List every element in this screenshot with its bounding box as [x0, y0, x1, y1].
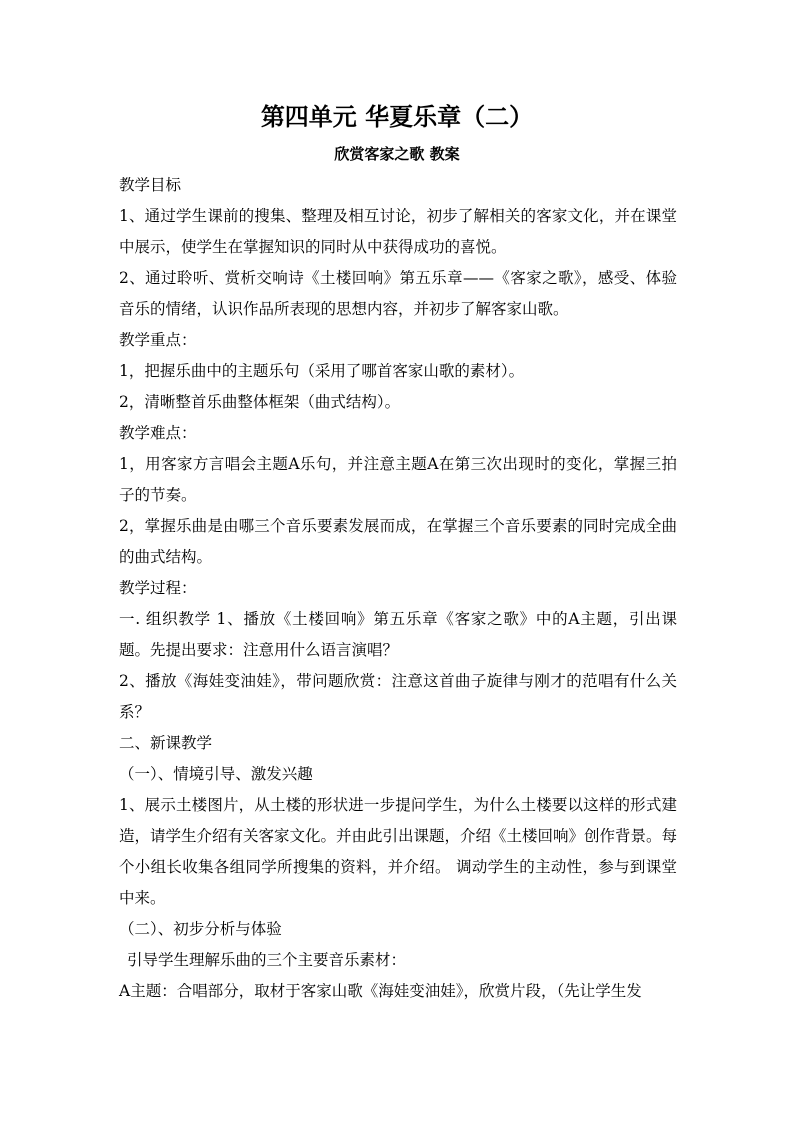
paragraph: 2，掌握乐曲是由哪三个音乐要素发展而成，在掌握三个音乐要素的同时完成全曲的曲式结构。: [119, 517, 677, 566]
paragraph: 1、通过学生课前的搜集、整理及相互讨论，初步了解相关的客家文化，并在课堂中展示，使学生在掌握知识的同时从中获得成功的喜悦。: [119, 207, 677, 256]
section-heading-key-points: 教学重点：: [119, 331, 197, 349]
paragraph: 2、播放《海娃变油娃》，带问题欣赏：注意这首曲子旋律与刚才的范唱有什么关系？: [119, 672, 677, 721]
paragraph: 2，清晰整首乐曲整体框架（曲式结构）。: [119, 393, 401, 411]
paragraph: 引导学生理解乐曲的三个主要音乐素材：: [127, 951, 407, 969]
document-body: [119, 170, 677, 1007]
section-heading-objectives: 教学目标: [119, 176, 182, 194]
document-title: 第四单元 华夏乐章（二）: [260, 103, 534, 131]
subsection-heading: （一）、情境引导、激发兴趣: [119, 765, 313, 783]
paragraph: 1、展示土楼图片，从土楼的形状进一步提问学生，为什么土楼要以这样的形式建造，请学生介绍有关客家文化。并由此引出课题，介绍《土楼回响》创作背景。每个小组长收集各组同学所搜集的资料，并介绍。 调动学生的主动性，参与到课堂中来。: [119, 796, 678, 907]
document-subtitle: 欣赏客家之歌 教案: [334, 145, 460, 163]
subsection-heading: （二）、初步分析与体验: [119, 920, 282, 938]
paragraph: 1，把握乐曲中的主题乐句（采用了哪首客家山歌的素材）。: [119, 362, 525, 380]
paragraph: 1，用客家方言唱会主题A乐句，并注意主题A在第三次出现时的变化，掌握三拍子的节奏。: [119, 455, 677, 504]
paragraph: 一. 组织教学 1、播放《土楼回响》第五乐章《客家之歌》中的A主题，引出课题。先提出要求：注意用什么语言演唱？: [119, 610, 677, 659]
paragraph: A主题：合唱部分，取材于客家山歌《海娃变油娃》，欣赏片段，（先让学生发: [119, 982, 642, 1000]
paragraph: 2、通过聆听、赏析交响诗《土楼回响》第五乐章——《客家之歌》，感受、体验音乐的情绪，认识作品所表现的思想内容，并初步了解客家山歌。: [119, 269, 677, 318]
section-heading-process: 教学过程：: [119, 579, 197, 597]
section-heading-difficulties: 教学难点：: [119, 424, 197, 442]
section-heading-new-lesson: 二、新课教学: [119, 734, 213, 752]
